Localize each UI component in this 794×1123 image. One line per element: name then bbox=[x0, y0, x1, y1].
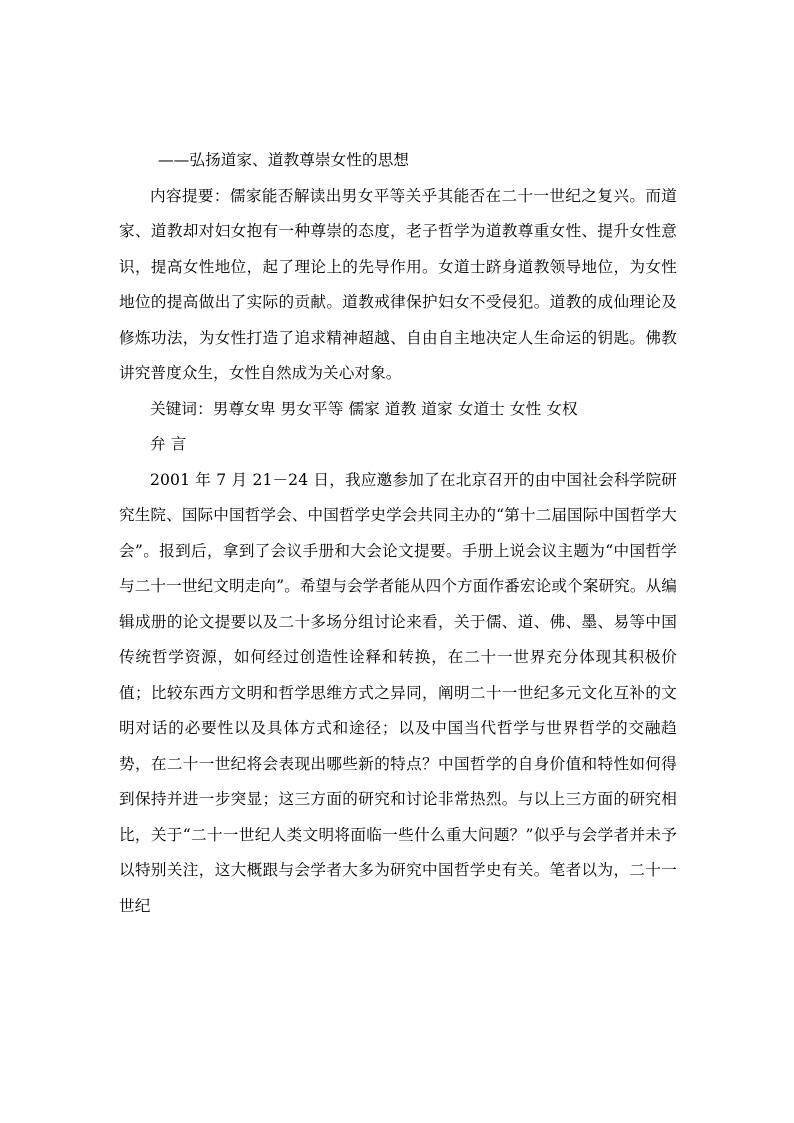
body-paragraph: 2001 年 7 月 21－24 日，我应邀参加了在北京召开的由中国社会科学院研究生院、国际中国哲学会、中国哲学史学会共同主办的“第十二届国际中国哲学大会”。报到后，拿到了会议手册和大会论文提要。手册上说会议主题为“中国哲学与二十一世纪文明走向”。希望与会学者能从四个方面作番宏论或个案研究。从编辑成册的论文提要以及二十多场分组讨论来看，关于儒、道、佛、墨、易等中国传统哲学资源，如何经过创造性诠释和转换，在二十一世界充分体现其积极价值；比较东西方文明和哲学思维方式之异同，阐明二十一世纪多元文化互补的文明对话的必要性以及具体方式和途径；以及中国当代哲学与世界哲学的交融趋势，在二十一世纪将会表现出哪些新的特点？中国哲学的自身价值和特性如何得到保持并进一步突显；这三方面的研究和讨论非常热烈。与以上三方面的研究相比，关于“二十一世纪人类文明将面临一些什么重大问题？”似乎与会学者并未予以特别关注，这大概跟与会学者大多为研究中国哲学史有关。笔者以为，二十一世纪 bbox=[119, 470, 677, 915]
abstract-paragraph: 内容提要：儒家能否解读出男女平等关乎其能否在二十一世纪之复兴。而道家、道教却对妇女抱有一种尊崇的态度，老子哲学为道教尊重女性、提升女性意识，提高女性地位，起了理论上的先导作用。女道士跻身道教领导地位，为女性地位的提高做出了实际的贡献。道教戒律保护妇女不受侵犯。道教的成仙理论及修炼功法，为女性打造了追求精神超越、自由自主地决定人生命运的钥匙。佛教讲究普度众生，女性自然成为关心对象。 bbox=[119, 186, 677, 382]
section-heading: 弁 言 bbox=[150, 435, 187, 453]
document-subtitle: ——弘扬道家、道教尊崇女性的思想 bbox=[158, 151, 410, 169]
keywords-line: 关键词：男尊女卑 男女平等 儒家 道教 道家 女道士 女性 女权 bbox=[150, 399, 578, 418]
document-body bbox=[119, 143, 677, 924]
